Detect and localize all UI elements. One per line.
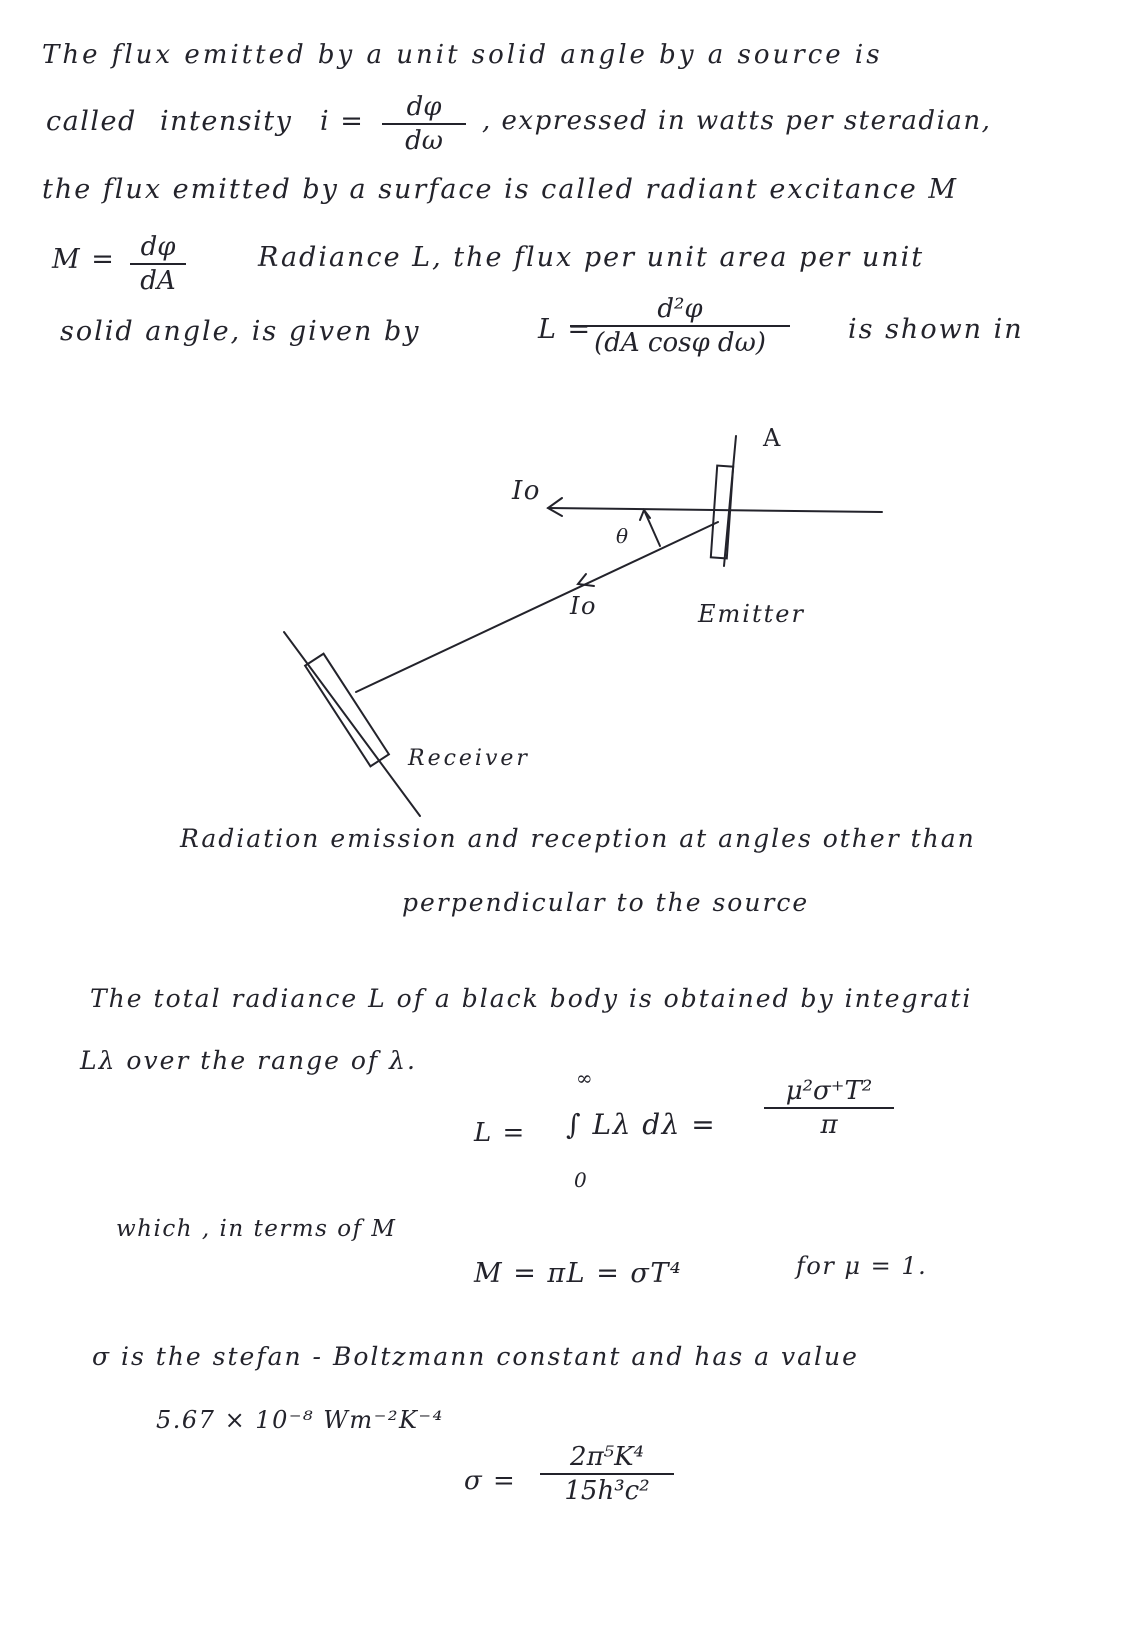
label-io-bottom: Io xyxy=(570,592,597,620)
sigma-lhs: σ = xyxy=(464,1466,517,1496)
text-in-terms-of-m: which , in terms of M xyxy=(116,1216,397,1242)
arrow-io-bottom xyxy=(578,574,594,586)
integral-body: ∫ Lλ dλ = xyxy=(566,1108,717,1141)
oblique-ray xyxy=(356,522,718,692)
stefan-law-equation: M = πL = σT⁴ xyxy=(474,1258,683,1289)
label-receiver: Receiver xyxy=(408,746,530,771)
label-a: A xyxy=(763,424,782,452)
integral-lower-limit: 0 xyxy=(574,1168,589,1192)
integral-result xyxy=(764,1076,894,1140)
text-line-1: The flux emitted by a unit solid angle by a source is xyxy=(42,40,883,70)
excitance-lhs: M = xyxy=(52,244,116,275)
intensity-numerator: dφ xyxy=(406,92,442,122)
integral-lhs: L = xyxy=(474,1118,526,1148)
text-line-2-rest: , expressed in watts per steradian, xyxy=(482,106,992,136)
label-emitter: Emitter xyxy=(698,600,805,628)
integral-upper-limit: ∞ xyxy=(576,1066,595,1090)
text-line-4: Radiance L, the flux per unit area per unit xyxy=(258,242,925,273)
receiver-axis xyxy=(284,632,420,816)
intensity-lhs: i = xyxy=(320,106,365,137)
integral-result-denominator: π xyxy=(820,1110,838,1140)
text-line-2-intensity: intensity xyxy=(160,106,293,137)
stefan-law-condition: for μ = 1. xyxy=(796,1252,928,1280)
excitance-numerator: dφ xyxy=(140,232,176,262)
radiance-lhs: L = xyxy=(538,314,592,345)
radiance-numerator: d²φ xyxy=(657,294,703,324)
text-sigma-definition: σ is the stefan - Boltzmann constant and has a value xyxy=(92,1342,859,1371)
emitter-plate xyxy=(711,466,733,559)
sigma-denominator: 15h³c² xyxy=(564,1476,650,1506)
intensity-denominator: dω xyxy=(405,126,443,156)
radiance-denominator: (dA cosφ dω) xyxy=(594,328,766,358)
sigma-numerator: 2π⁵K⁴ xyxy=(570,1442,644,1472)
caption-line-2: perpendicular to the source xyxy=(402,888,810,917)
text-line-5-end: is shown in xyxy=(848,314,1024,345)
excitance-denominator: dA xyxy=(140,266,176,296)
text-line-5: solid angle, is given by xyxy=(60,316,421,347)
integral-result-numerator: μ²σ⁺T² xyxy=(785,1076,873,1106)
sigma-value: 5.67 × 10⁻⁸ Wm⁻²K⁻⁴ xyxy=(156,1406,444,1434)
caption-line-1: Radiation emission and reception at angles other than xyxy=(180,824,976,853)
label-io-top: Io xyxy=(512,476,541,506)
text-line-2-called: called xyxy=(46,106,137,137)
label-theta: θ xyxy=(616,524,630,548)
text-line-3: the flux emitted by a surface is called radiant excitance M xyxy=(42,174,958,205)
text-lambda-range: Lλ over the range of λ. xyxy=(80,1046,417,1075)
text-total-radiance: The total radiance L of a black body is obtained by integrati xyxy=(90,984,973,1013)
arrow-io-top xyxy=(548,498,562,516)
sigma-formula xyxy=(540,1442,674,1506)
theta-arc xyxy=(644,510,660,546)
receiver-plate xyxy=(305,654,389,767)
